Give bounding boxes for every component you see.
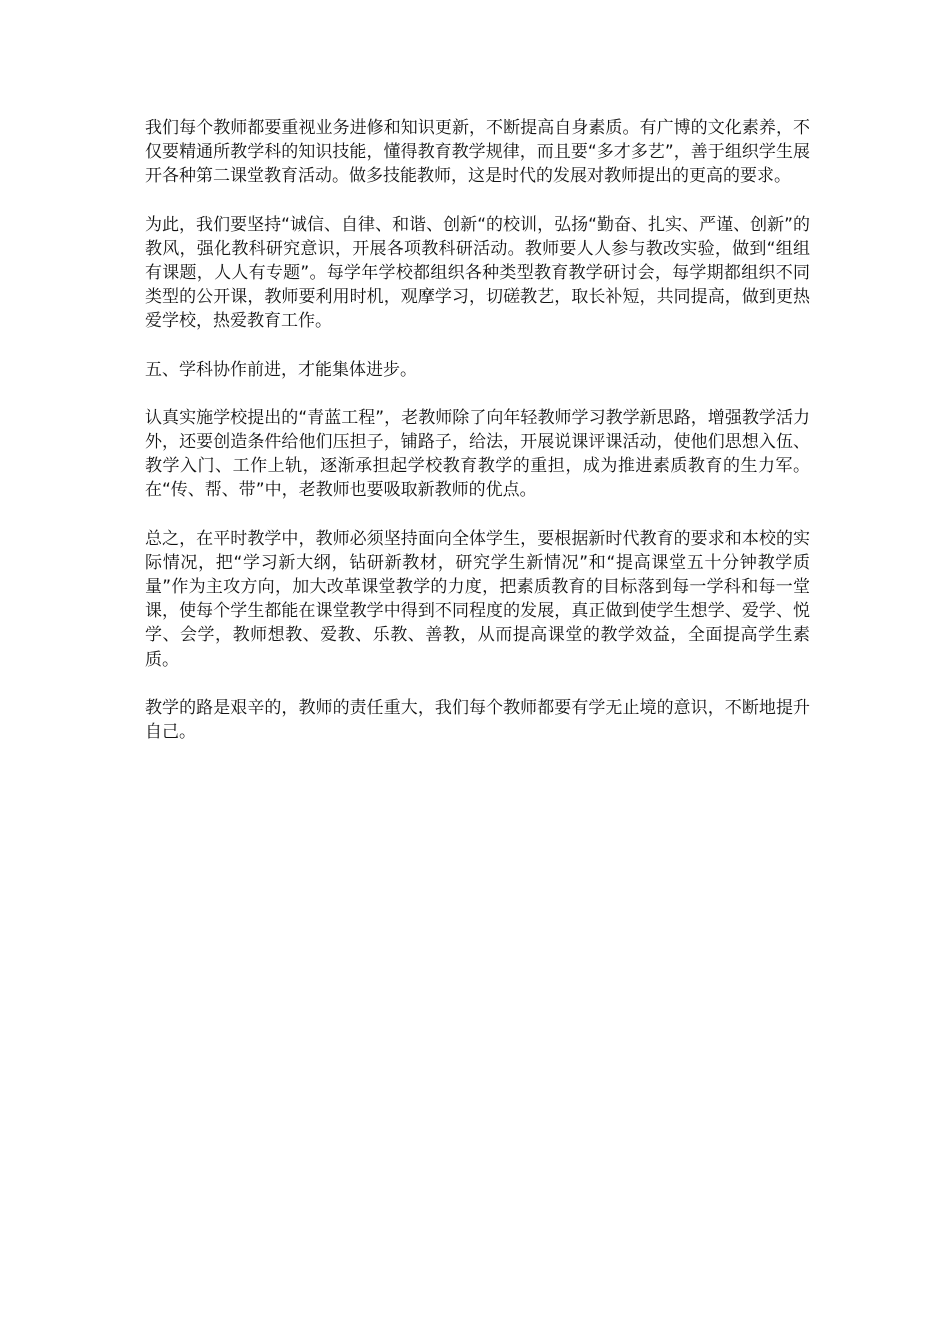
section-heading: 五、学科协作前进，才能集体进步。	[145, 359, 417, 380]
paragraph-3: 认真实施学校提出的“青蓝工程”，老教师除了向年轻教师学习教学新思路，增强教学活力外，还要创造条件给他们压担子，铺路子，给法，开展说课评课活动，使他们思想入伍、教学入门、工作上轨，逐渐承担起学校教育教学的重担，成为推进素质教育的生力军。在“传、帮、带”中，老教师也要吸取新教师的优点。	[145, 407, 810, 501]
paragraph-4: 总之，在平时教学中，教师必须坚持面向全体学生，要根据新时代教育的要求和本校的实际情况，把“学习新大纲，钻研新教材，研究学生新情况”和“提高课堂五十分钟教学质量”作为主攻方向，加大改革课堂教学的力度，把素质教育的目标落到每一学科和每一堂课，使每个学生都能在课堂教学中得到不同程度的发展，真正做到使学生想学、爱学、悦学、会学，教师想教、爱教、乐教、善教，从而提高课堂的教学效益，全面提高学生素质。	[145, 528, 810, 670]
paragraph-5: 教学的路是艰辛的，教师的责任重大，我们每个教师都要有学无止境的意识，不断地提升自己。	[145, 697, 810, 743]
paragraph-2: 为此，我们要坚持“诚信、自律、和谐、创新“的校训，弘扬“勤奋、扎实、严谨、创新”的教风，强化教科研究意识，开展各项教科研活动。教师要人人参与教改实验，做到“组组有课题，人人有专题”。每学年学校都组织各种类型教育教学研讨会，每学期都组织不同类型的公开课，教师要利用时机，观摩学习，切磋教艺，取长补短，共同提高，做到更热爱学校，热爱教育工作。	[145, 214, 810, 332]
paragraph-1: 我们每个教师都要重视业务进修和知识更新，不断提高自身素质。有广博的文化素养，不仅要精通所教学科的知识技能，懂得教育教学规律，而且要“多才多艺”，善于组织学生展开各种第二课堂教育活动。做多技能教师，这是时代的发展对教师提出的更高的要求。	[145, 118, 810, 187]
document-body	[145, 116, 810, 768]
